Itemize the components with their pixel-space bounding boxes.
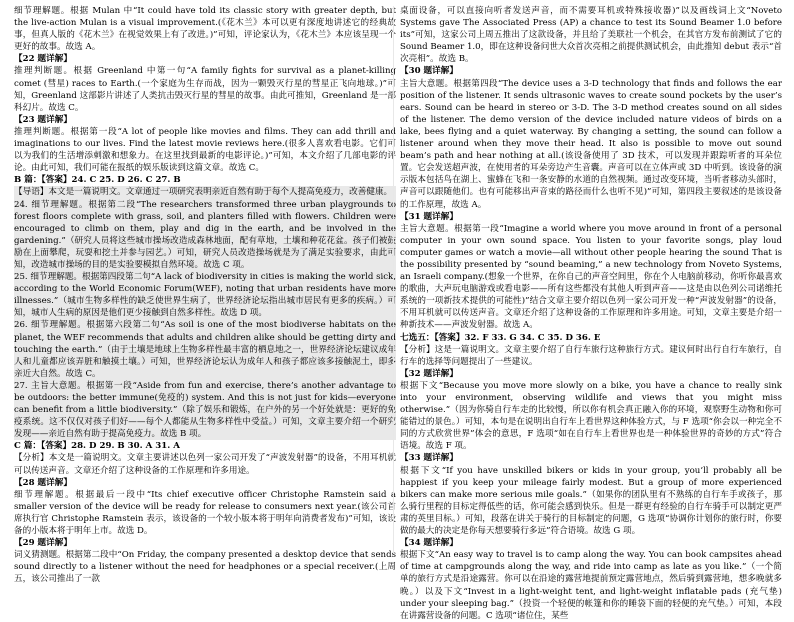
paragraph: 根据下文“If you have unskilled bikers or kids in your group, you’ll probably all be happiest if you keep your mileage fairly modest. But a group of more experienced bikers can make more serious mile goals.”（如果你的团队里有不熟练的自行车手或孩子，那么骑行里程的目标定得低些的话，你可能会感到快乐。但是一群更有经验的自行车骑手可以制定更严肃的英里目标。）可知，段落在讲关于骑行的目标制定的问题，G 选项“协调你计划你的旅行时，你要做的最大的决定是你每天想要骑行多远”符合语境。故选 G 项。 [400,465,782,537]
answer-key-line: 七选五：【答案】32. F 33. G 34. C 35. D 36. E [400,332,601,343]
column-divider [393,6,394,554]
paragraph: 根据下文“Because you move more slowly on a bike, you have a chance to really sink into your environment, observing wildlife and views that you might miss otherwise.”（因为你骑自行车走的比较慢，所以你有机会真正融入你的环境，观察野生动物和你可能错过的景色。）可知，本句是在说明出自行车上看世界这种体验方式，与 F 选项“你会以一种完全不同的方式欣赏世界”体会的意思，F 选项“如在自行车上看世界也是一种体验世界的奇妙的方式”符合语境。故选 F 项。 [400,380,782,452]
paragraph: 主旨大意题。根据第一段“Imagine a world where you move around in front of a personal computer in your own sound space. You listen to your favorite songs, play loud computer games or watch a movie—all without other people hearing the sound That is the possibility presented by “sound beaming,” a new technology from Noveto Systems, an Israeli company.(想象一个世界，在你自己的声音空间里，你在个人电脑前移动，你听你最喜欢的歌曲，大声玩电脑游戏或看电影——所有这些都没有其他人听到声音——这是由以色列公司诺维托系统的一项新技术提供的可能性)”结合文章主要介绍以色列一家公司开发一种“声波发射器”的设备，不用耳机就可以传送声音。文章还介绍了这种设备的工作原理和许多用途。可知，文章主要是介绍一种新技术——声波发射器。故选 A。 [400,223,782,331]
question-heading: 【28 题详解】 [14,477,72,488]
question-heading: 【32 题详解】 [400,368,458,379]
question-heading: 【23 题详解】 [14,114,72,125]
right-column [400,5,782,622]
paragraph: 细节理解题。根据最后一段中“Its chief executive officer Christophe Ramstein said a smaller version of the device will be ready for release to consumers next year.(该公司首席执行官 Christophe Ramstein 表示，该设备的一个较小版本将于明年向消费者发布)”可知，该设备的小版本将于明年上市。故选 D。 [14,489,396,537]
paragraph: 【分析】本文是一篇说明文。文章主要讲述以色列一家公司开发了“声波发射器”的设备，不用耳机就可以传送声音。文章还介绍了这种设备的工作原理和许多用途。 [14,453,396,476]
shaded-paragraph: 25. 细节理解题。根据第四段第二句“A lack of biodiversity in cities is making the world sick, according to the World Economic Forum(WEF), noting that urban residents have more illnesses.”（城市生物多样性的缺乏使世界生病了，世界经济论坛指出城市居民有更多的疾病。）可知，城市人生病的原因是他们更少接触到自然多样性。故选 D 项。 [14,272,396,319]
paragraph: 推理判断题。根据 Greenland 中第一句“A family fights for survival as a planet-killing comet (彗星) races to Earth.(一个家庭为生存而战，因为一颗毁灭行星的彗星正飞向地球。)”可知，Greenland 这部影片讲述了人类抗击毁灭行星的彗星的故事。由此可推知，Greenland 是一部科幻片。故选 C。 [14,66,396,113]
shaded-paragraph: 24. 细节理解题。根据第二段“The researchers transformed three urban playgrounds to forest floors complete with grass, soil, and planters filled with flowers. Children were encouraged to climb on them, play and dig in the earth, and be involved in the gardening.”（研究人员将这些城市操场改造成森林地面，配有草地，土壤和种花花盆。孩子们被鼓励在上面攀爬，玩耍和挖土并参与园艺。）可知，研究人员改造操场就是为了满足实验要求，由此可知，改造城市操场的目的是实验要模拟自然环境。故选 C 项。 [14,199,396,270]
answer-key-line: B 篇：【答案】24. C 25. D 26. C 27. B [14,175,181,186]
shaded-paragraph: 26. 细节理解题。根据第六段第二句“As soil is one of the most biodiverse habitats on the planet, the WEF recommends that adults and children alike should be getting dirty and touching the earth.”（由于土壤是地球上生物多样性最丰富的栖息地之一，世界经济论坛建议成年人和儿童都应该弄脏和触摸土壤。）可知，世界经济论坛认为成年人和孩子都应该多接触泥土，即多亲近大自然。故选 C。 [14,320,396,379]
paragraph: 推理判断题。根据第一段“A lot of people like movies and films. They can add thrill and imaginations to our lives. Find the latest movie reviews here.(很多人喜欢看电影。它们可以为我们的生活增添刺激和想象力。在这里找到最新的电影评论。)”可知，本文介绍了几部电影的评论。由此可知，我们可能在报纸的娱乐版读到这篇文章。故选 C。 [14,126,396,174]
left-column [14,5,396,586]
paragraph: 细节理解题。根据 Mulan 中“It could have told its classic story with greater depth, but the live-action Mulan is a visual improvement.(《花木兰》本可以更有深度地讲述它的经典故事，但真人版的《花木兰》在视觉效果上有了改进。)”可知，评论家认为，《花木兰》本应该呈现一个更好的故事。故选 A。 [14,6,396,53]
paragraph: 词义猜测题。根据第二段中“On Friday, the company presented a desktop device that sends sound directly to a listener without the need for headphones or a special receiver.(上周五，该公司推出了一款 [14,550,396,585]
answer-key-line: C 篇：【答案】28. D 29. B 30. A 31. A [14,441,180,452]
question-heading: 【31 题详解】 [400,211,458,222]
shaded-paragraph: 27. 主旨大意题。根据第一段“Aside from fun and exercise, there’s another advantage to be outdoors: the better immune(免疫的) system. And this is not just for kids—everyone can benefit from a little biodiversity.”（除了娱乐和锻炼，在户外的另一个好处就是：更好的免疫系统。这不仅仅对孩子们好——每个人都能从生物多样性中受益。）可知，文章主要介绍一个研究发现——亲近自然有助于提高免疫力。故选 B 项。 [14,380,396,440]
paragraph: 根据下文“An easy way to travel is to camp along the way. You can book campsites ahead of time at campgrounds along the way, and ride into camp as late as you like.”（一个简单的旅行方式是沿途露营。你可以在沿途的露营地提前预定露营地点，然后骑到露营地，想多晚就多晚。）以及下文“Invest in a light-weight tent, and light-weight inflatable pads (充气垫) under your sleeping bag.”（投资一个轻便的帐篷和你的睡袋下面的轻便的充气垫。）可知，本段在讲露营设备的问题。C 选项“诸位住，某些 [400,550,782,621]
paragraph: 主旨大意题。根据第四段“The device uses a 3-D technology that finds and follows the ear position of the listener. It sends ultrasonic waves to create sound pockets by the user’s ears. Sound can be heard in stereo or 3-D. The 3-D method creates sound on all sides of the listener. The demo version of the device included nature videos of birds on a lake, bees flying and a quiet waterway. By changing a setting, the sound can follow a listener around when they move their head. It also is possible to move out sound beam’s path and hear nothing at all.(该设备使用了 3D 技术，可以发现并跟踪听者的耳朵位置。它会发送超声波，在使用者的耳朵旁边产生音囊。声音可以在立体声或 3D 中听到。该设备的演示版本包括鸟在湖上、蜜蜂在飞和一条安静的水道的自然视频。通过改变环境，当听者移动头部时，声音可以跟随他们。也有可能移出声音束的路径而什么也听不见)”可知，第四段主要叙述的是该设备的工作原理，故选 A。 [400,78,782,210]
paragraph: 桌面设备，可以直接向听者发送声音，而不需要耳机或特殊接收器)”以及画线词上文“Noveto Systems gave The Associated Press (AP) a chance to test its Sound Beamer 1.0 before its”可知，这家公司上周五推出了这款设备，并且给了美联社一个机会，在其官方发布前测试了它的 Sound Beamer 1.0，即在这种设备问世大众首次亮相之前提供测试机会，由此推知 debut 表示“首次亮相”。故选 B。 [400,6,782,65]
question-heading: 【22 题详解】 [14,54,72,65]
question-heading: 【30 题详解】 [400,66,458,77]
paragraph: 【分析】这是一篇说明文。文章主要介绍了自行车旅行这种旅行方式。建议何时出行自行车旅行，自行车的选择等问题提出了一些建议。 [400,344,782,367]
question-heading: 【33 题详解】 [400,453,458,464]
shaded-paragraph: 【导语】本文是一篇说明文。文章通过一项研究表明亲近自然有助于每个人提高免疫力，改善健康。 [14,186,396,198]
question-heading: 【34 题详解】 [400,538,458,549]
question-heading: 【29 题详解】 [14,538,72,549]
